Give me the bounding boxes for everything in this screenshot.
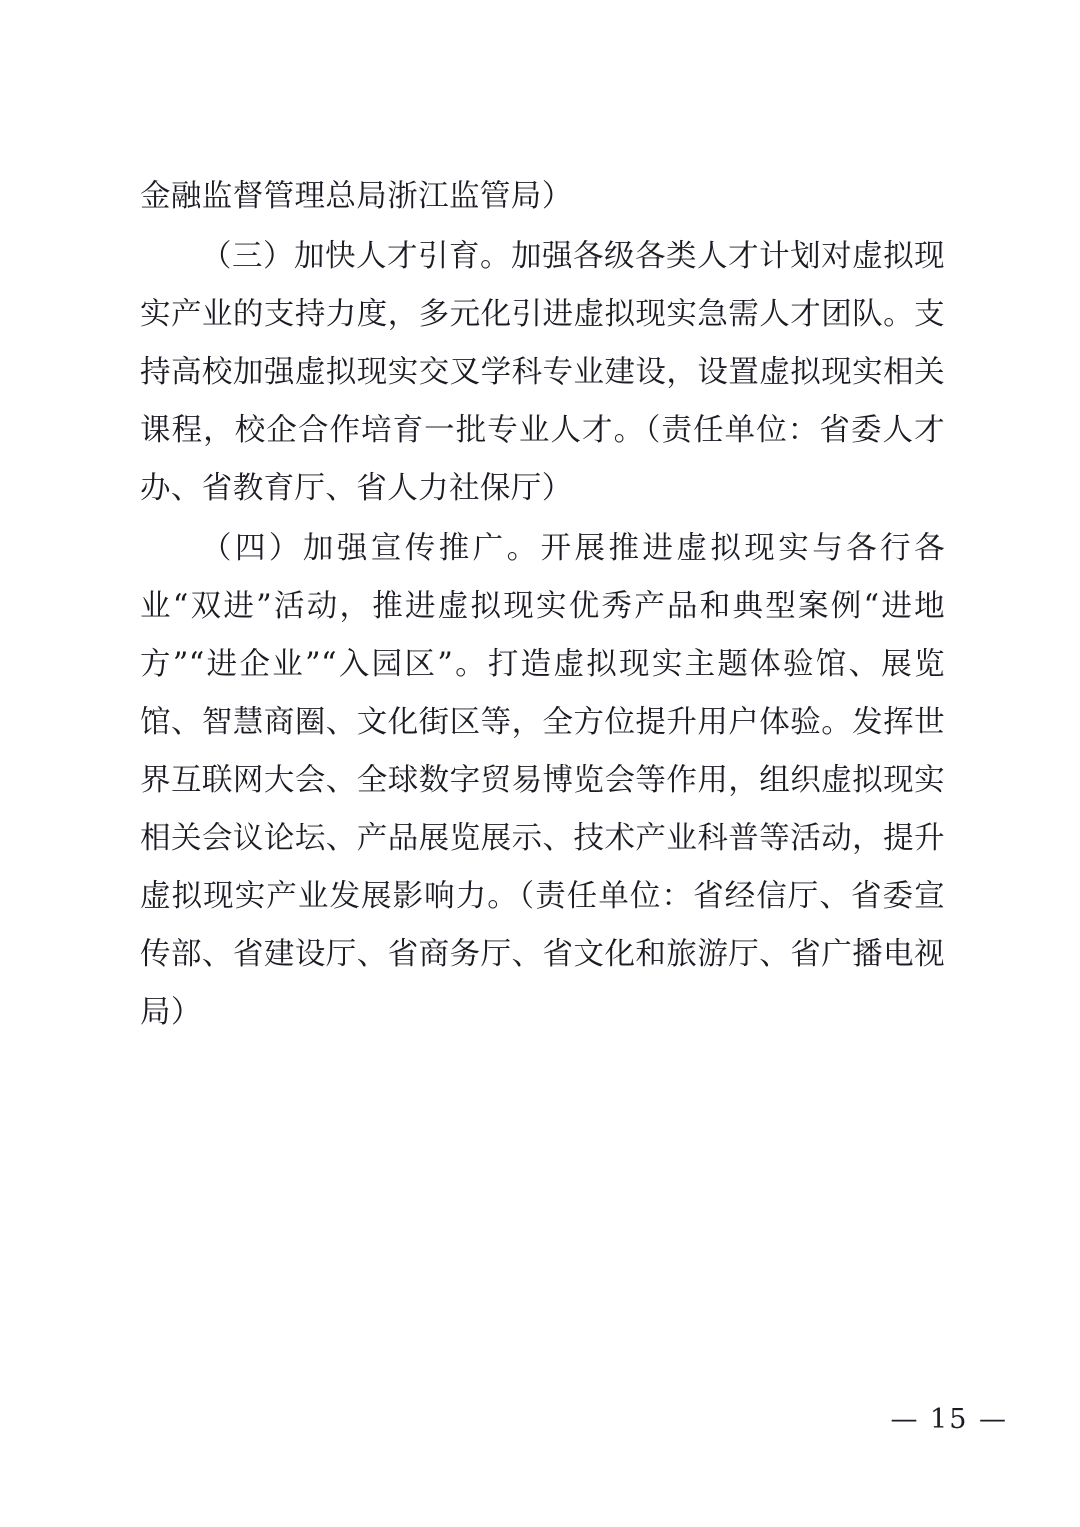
paragraph-section-four-promotion: （四）加强宣传推广。开展推进虚拟现实与各行各业“双进”活动，推进虚拟现实优秀产品和典型案例“进地方”“进企业”“入园区”。打造虚拟现实主题体验馆、展览馆、智慧商圈、文化街区等，全方位提升用户体验。发挥世界互联网大会、全球数字贸易博览会等作用，组织虚拟现实相关会议论坛、产品展览展示、技术产业科普等活动，提升虚拟现实产业发展影响力。（责任单位：省经信厅、省委宣传部、省建设厅、省商务厅、省文化和旅游厅、省广播电视局） (140, 531, 945, 1030)
page-number: — 15 — (890, 1404, 1008, 1435)
paragraph-continued-responsible-units: 金融监督管理总局浙江监管局） (140, 179, 573, 214)
document-body (140, 168, 945, 1042)
paragraph-section-three-talent: （三）加快人才引育。加强各级各类人才计划对虚拟现实产业的支持力度，多元化引进虚拟现实急需人才团队。支持高校加强虚拟现实交叉学科专业建设，设置虚拟现实相关课程，校企合作培育一批专业人才。（责任单位：省委人才办、省教育厅、省人力社保厅） (140, 239, 945, 506)
